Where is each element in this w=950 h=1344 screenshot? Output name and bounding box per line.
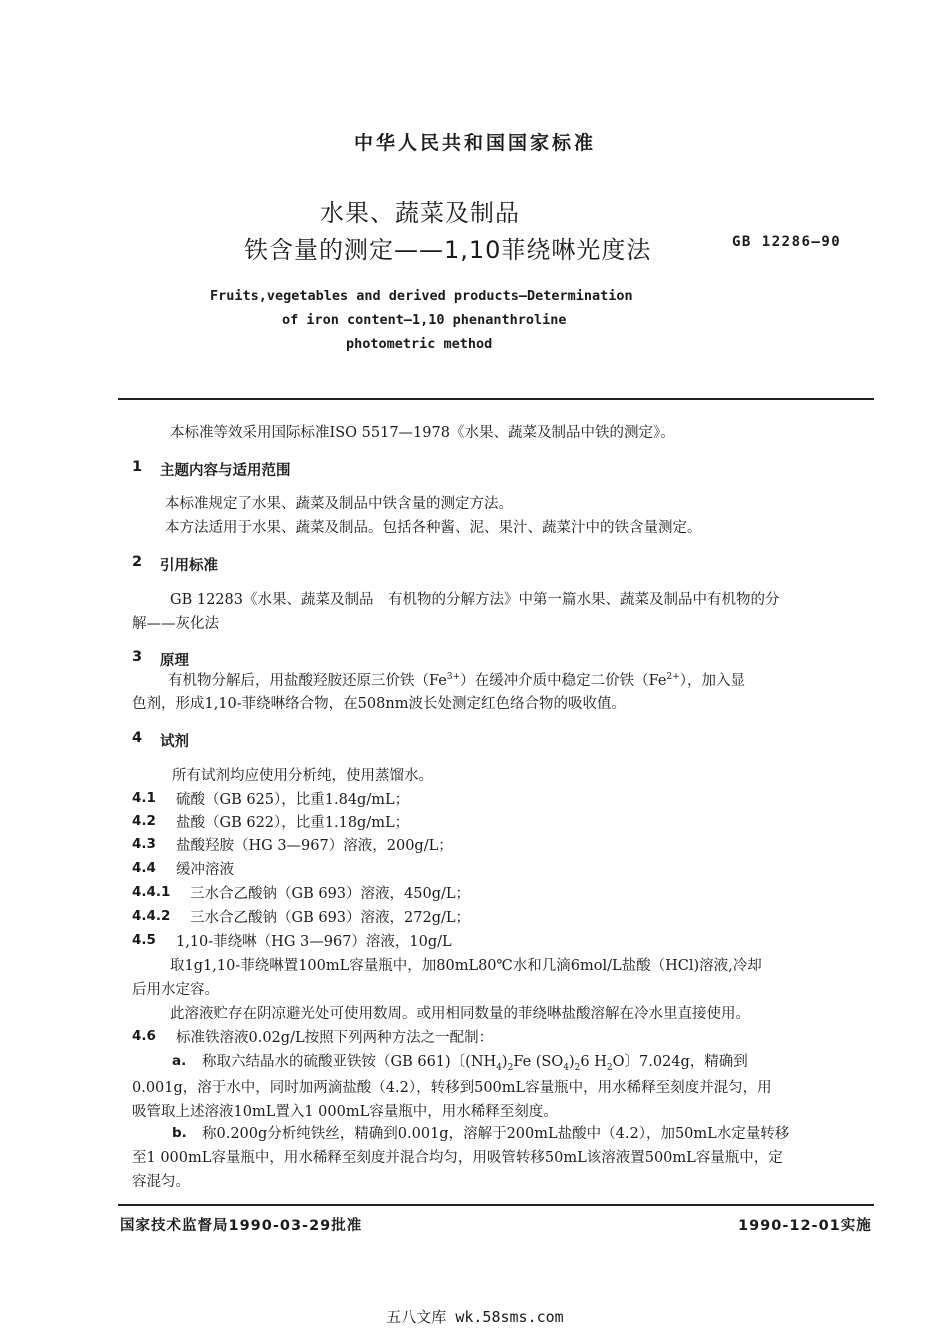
national-standard-title: 中华人民共和国国家标准	[353, 132, 596, 154]
method-b-line3: 容混匀。	[132, 1174, 190, 1190]
section-1-paragraph-2: 本方法适用于水果、蔬菜及制品。包括各种酱、泥、果汁、蔬菜汁中的铁含量测定。	[165, 520, 702, 536]
item-4-4-2-text: 三水合乙酸钠（GB 693）溶液，272g/L；	[190, 910, 470, 926]
method-a-line3: 吸管取上述溶液10mL置入1 000mL容量瓶中，用水稀释至刻度。	[132, 1104, 558, 1120]
item-4-4-1-number: 4.4.1	[132, 884, 171, 900]
section-2-paragraph-line2: 解——灰化法	[132, 616, 219, 632]
section-1-title: 主题内容与适用范围	[160, 463, 291, 479]
intro-paragraph: 本标准等效采用国际标准ISO 5517—1978《水果、蔬菜及制品中铁的测定》。	[170, 425, 675, 441]
item-4-5-paragraph-line1: 取1g1,10-菲绕啉置100mL容量瓶中，加80mL80℃水和几滴6mol/L盐酸（HCl)溶液,冷却	[170, 958, 762, 974]
standard-number: GB 12286—90	[732, 234, 842, 250]
item-4-3-text: 盐酸羟胺（HG 3—967）溶液，200g/L；	[176, 838, 453, 854]
implementation-date: 1990-12-01实施	[738, 1218, 872, 1234]
item-4-5-text: 1,10-菲绕啉（HG 3—967）溶液，10g/L	[176, 934, 452, 950]
item-4-6-text: 标准铁溶液0.02g/L按照下列两种方法之一配制：	[176, 1030, 494, 1046]
method-a-label: a.	[172, 1053, 187, 1069]
item-4-1-number: 4.1	[132, 790, 156, 806]
section-1-number: 1	[132, 459, 143, 475]
english-title-line2: of iron content—1,10 phenanthroline	[282, 312, 567, 328]
item-4-4-2-number: 4.4.2	[132, 908, 171, 924]
method-b-line1: 称0.200g分析纯铁丝，精确到0.001g，溶解于200mL盐酸中（4.2），加50mL水定量转移	[202, 1126, 790, 1142]
english-title-line3: photometric method	[346, 336, 493, 352]
item-4-2-text: 盐酸（GB 622），比重1.18g/mL；	[176, 815, 410, 831]
watermark-text: 五八文库 wk.58sms.com	[386, 1308, 564, 1326]
section-3-title: 原理	[160, 653, 189, 669]
method-a-line1: 称取六结晶水的硫酸亚铁铵（GB 661)〔$(NH_4)_2Fe$ $(SO_4)_26$ $H_2O$〕7.024g，精确到	[202, 1054, 748, 1073]
item-4-5-paragraph-line2: 后用水定容。	[132, 982, 219, 998]
section-2-paragraph-line1: GB 12283《水果、蔬菜及制品 有机物的分解方法》中第一篇水果、蔬菜及制品中有机物的分	[170, 592, 780, 608]
section-4-number: 4	[132, 730, 143, 746]
item-4-4-1-text: 三水合乙酸钠（GB 693）溶液，450g/L；	[190, 886, 470, 902]
section-4-intro: 所有试剂均应使用分析纯，使用蒸馏水。	[172, 768, 433, 784]
section-2-title: 引用标准	[160, 558, 218, 574]
item-4-1-text: 硫酸（GB 625），比重1.84g/mL；	[176, 792, 410, 808]
header-divider	[118, 398, 874, 400]
english-title-line1: Fruits,vegetables and derived products—Determination	[210, 288, 633, 304]
item-4-5-storage-note: 此溶液贮存在阴凉避光处可使用数周。或用相同数量的菲绕啉盐酸溶解在冷水里直接使用。	[170, 1006, 750, 1022]
section-2-number: 2	[132, 554, 143, 570]
item-4-5-number: 4.5	[132, 932, 156, 948]
method-b-label: b.	[172, 1125, 187, 1141]
section-3-paragraph-line2: 色剂，形成1,10-菲绕啉络合物，在508nm波长处测定红色络合物的吸收值。	[132, 696, 626, 712]
approval-date: 国家技术监督局1990-03-29批准	[120, 1218, 363, 1234]
method-b-line2: 至1 000mL容量瓶中，用水稀释至刻度并混合均匀，用吸管转移50mL该溶液置500mL容量瓶中，定	[132, 1150, 783, 1166]
item-4-2-number: 4.2	[132, 813, 156, 829]
doc-title-line2: 铁含量的测定——1,10菲绕啉光度法	[244, 236, 652, 264]
section-4-title: 试剂	[160, 734, 189, 750]
section-3-paragraph-line1: 有机物分解后，用盐酸羟胺还原三价铁$(Fe^{3+})$在缓冲介质中稳定二价铁$(Fe^{2+})$，加入显	[168, 672, 746, 689]
doc-title-line1: 水果、蔬菜及制品	[320, 199, 520, 227]
item-4-3-number: 4.3	[132, 836, 156, 852]
item-4-6-number: 4.6	[132, 1028, 156, 1044]
item-4-4-text: 缓冲溶液	[176, 862, 234, 878]
item-4-4-number: 4.4	[132, 860, 156, 876]
method-a-line2: 0.001g，溶于水中，同时加两滴盐酸（4.2），转移到500mL容量瓶中，用水稀释至刻度并混匀，用	[132, 1080, 772, 1096]
section-1-paragraph-1: 本标准规定了水果、蔬菜及制品中铁含量的测定方法。	[165, 496, 513, 512]
section-3-number: 3	[132, 649, 143, 665]
footer-divider	[118, 1204, 874, 1206]
